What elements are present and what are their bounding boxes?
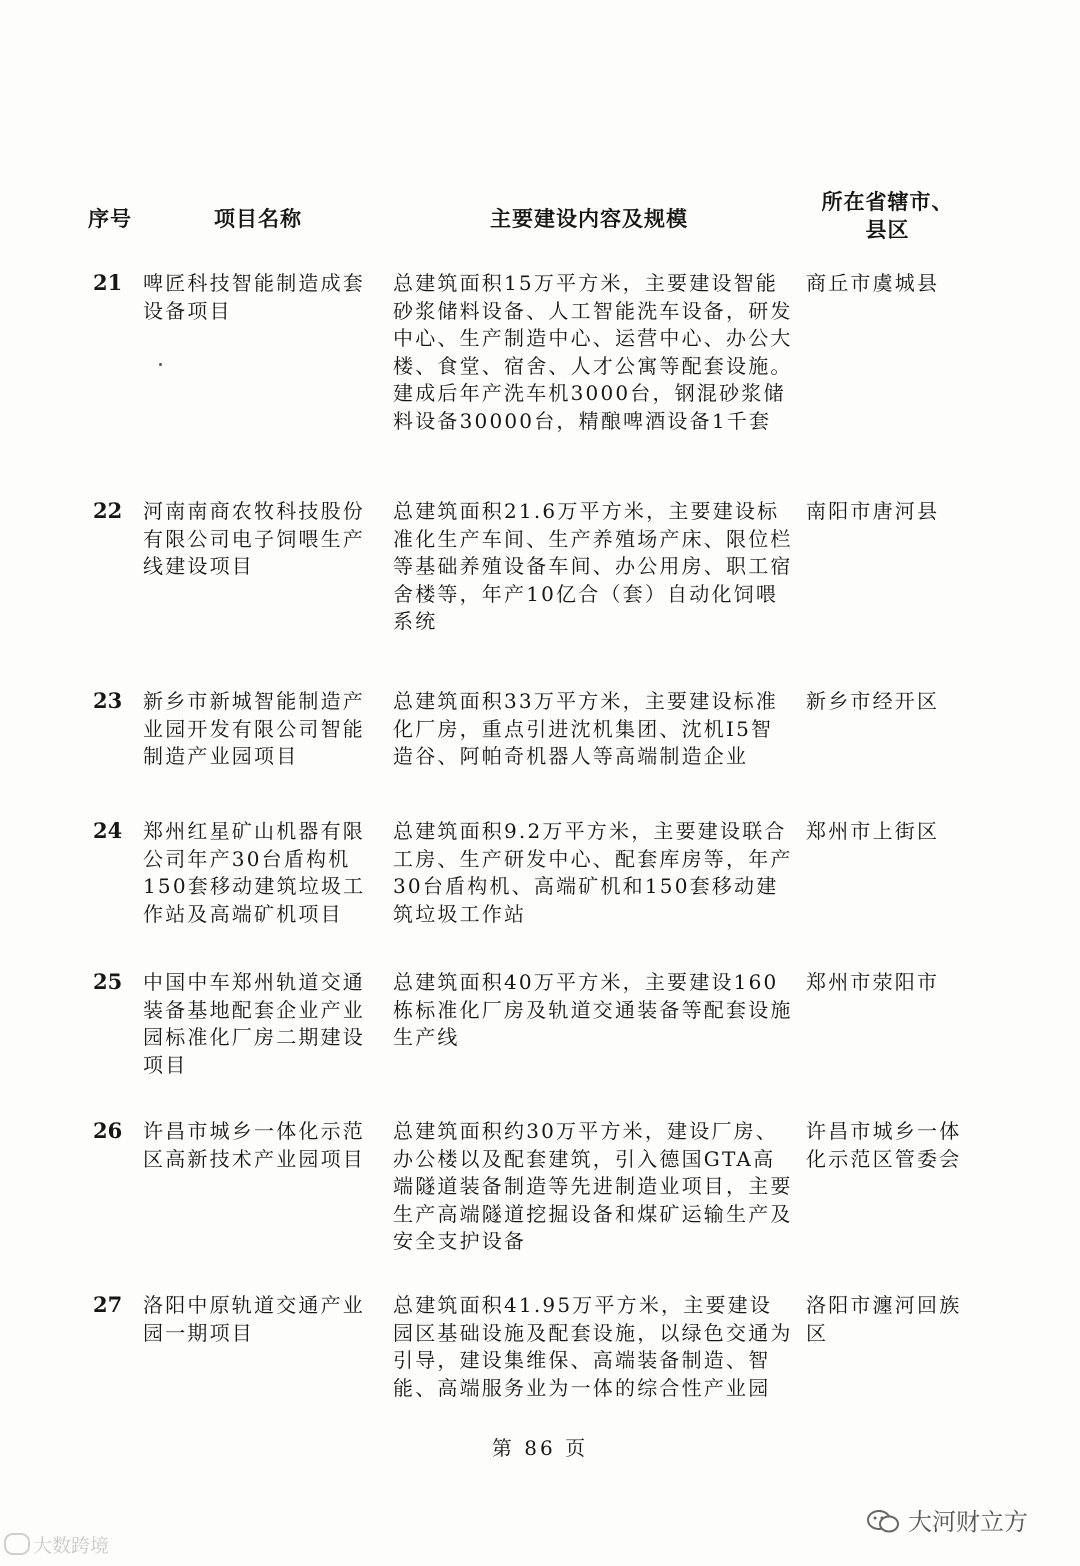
row-number: 21 — [93, 270, 123, 295]
watermark-logo-icon — [4, 1533, 30, 1555]
project-location: 洛阳市瀍河回族区 — [806, 1293, 962, 1345]
project-location: 郑州市上街区 — [806, 819, 940, 843]
project-name: 中国中车郑州轨道交通装备基地配套企业产业园标准化厂房二期建设项目 — [143, 970, 365, 1077]
header-location-line1: 所在省辖市、 — [821, 189, 954, 214]
project-location: 许昌市城乡一体化示范区管委会 — [806, 1119, 962, 1171]
project-location: 新乡市经开区 — [806, 689, 940, 713]
watermark-left-text: 大数跨境 — [33, 1535, 110, 1557]
row-number: 26 — [93, 1118, 123, 1143]
project-name: 郑州红星矿山机器有限公司年产30台盾构机150套移动建筑垃圾工作站及高端矿机项目 — [143, 819, 366, 926]
project-location: 郑州市荥阳市 — [806, 970, 940, 994]
project-content: 总建筑面积41.95万平方米，主要建设园区基础设施及配套设施，以绿色交通为引导，建设集维保、高端装备制造、智能、高端服务业为一体的综合性产业园 — [393, 1293, 793, 1400]
project-content: 总建筑面积约30万平方米，建设厂房、办公楼以及配套建筑，引入德国GTA高端隧道装备制造等先进制造业项目，主要生产高端隧道挖掘设备和煤矿运输生产及安全支护设备 — [393, 1119, 793, 1253]
header-location-line2: 县区 — [865, 217, 910, 242]
header-project-name: 项目名称 — [214, 206, 302, 231]
project-content: 总建筑面积21.6万平方米，主要建设标准化生产车间、生产养殖场产床、限位栏等基础养殖设备车间、办公用房、职工宿舍楼等，年产10亿合（套）自动化饲喂系统 — [393, 499, 793, 633]
watermark-left — [4, 1531, 109, 1558]
row-number: 23 — [93, 688, 123, 713]
scan-speck — [159, 363, 162, 366]
project-name: 河南南商农牧科技股份有限公司电子饲喂生产线建设项目 — [143, 499, 365, 578]
project-name: 啤匠科技智能制造成套设备项目 — [143, 271, 365, 323]
page-number: 第 86 页 — [491, 1436, 589, 1460]
project-content: 总建筑面积15万平方米，主要建设智能砂浆储料设备、人工智能洗车设备，研发中心、生产制造中心、运营中心、办公大楼、食堂、宿舍、人才公寓等配套设施。建成后年产洗车机3000台，钢混砂浆储料设备30000台，精酿啤酒设备1千套 — [393, 271, 793, 433]
project-content: 总建筑面积9.2万平方米，主要建设联合工房、生产研发中心、配套库房等，年产30台盾构机、高端矿机和150套移动建筑垃圾工作站 — [393, 819, 793, 926]
watermark-right — [866, 1502, 1028, 1537]
chat-bubble-icon — [866, 1509, 900, 1535]
project-content: 总建筑面积40万平方米，主要建设160栋标准化厂房及轨道交通装备等配套设施生产线 — [393, 970, 793, 1049]
header-no: 序号 — [88, 206, 132, 231]
project-location: 商丘市虞城县 — [806, 271, 940, 295]
project-name: 洛阳中原轨道交通产业园一期项目 — [143, 1293, 365, 1345]
project-content: 总建筑面积33万平方米，主要建设标准化厂房，重点引进沈机集团、沈机I5智造谷、阿帕奇机器人等高端制造企业 — [393, 689, 779, 768]
row-number: 27 — [93, 1292, 123, 1317]
header-location — [805, 188, 970, 244]
project-name: 新乡市新城智能制造产业园开发有限公司智能制造产业园项目 — [143, 689, 365, 768]
row-number: 25 — [93, 969, 123, 994]
project-location: 南阳市唐河县 — [806, 499, 940, 523]
row-number: 24 — [93, 818, 123, 843]
watermark-right-text: 大河财立方 — [908, 1508, 1028, 1536]
header-content: 主要建设内容及规模 — [490, 206, 688, 231]
row-number: 22 — [93, 498, 123, 523]
project-name: 许昌市城乡一体化示范区高新技术产业园项目 — [143, 1119, 365, 1171]
